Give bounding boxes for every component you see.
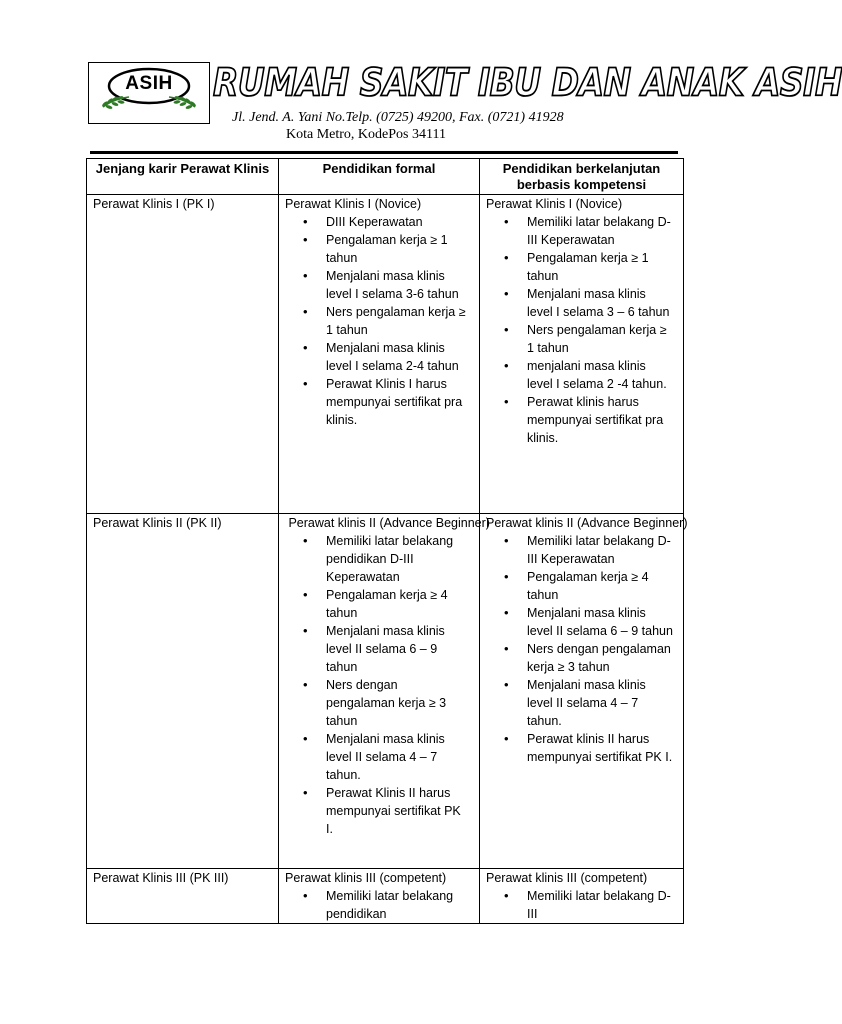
career-level-cell: Perawat Klinis I (PK I) (87, 195, 279, 514)
list-item: • Memiliki latar belakang D-III (527, 887, 677, 923)
address-line-2: Kota Metro, KodePos 34111 (286, 127, 446, 142)
requirement-list (285, 887, 473, 923)
list-item: • Menjalani masa klinis level I selama 2-4 tahun (326, 339, 473, 375)
list-item: • Ners pengalaman kerja ≥ 1 tahun (527, 321, 677, 357)
list-item: • Perawat klinis harus mempunyai sertifikat pra klinis. (527, 393, 677, 447)
list-item: • menjalani masa klinis level I selama 2 -4 tahun. (527, 357, 677, 393)
career-level-cell: Perawat Klinis III (PK III) (87, 869, 279, 924)
requirement-list (285, 532, 473, 838)
list-item: • Menjalani masa klinis level I selama 3-6 tahun (326, 267, 473, 303)
cell-title: Perawat klinis III (competent) (285, 871, 447, 885)
formal-education-cell (279, 869, 480, 924)
career-level-table (86, 158, 688, 924)
header-career-level: Jenjang karir Perawat Klinis (87, 159, 279, 195)
list-item: • Perawat Klinis II harus mempunyai sertifikat PK I. (326, 784, 473, 838)
list-item: • DIII Keperawatan (326, 213, 473, 231)
address-line-1: Jl. Jend. A. Yani No.Telp. (0725) 49200, Fax. (0721) 41928 (232, 110, 564, 125)
list-item: • Menjalani masa klinis level II selama 6 – 9 tahun (326, 622, 473, 676)
formal-education-cell (279, 514, 490, 869)
list-item: • Perawat Klinis I harus mempunyai sertifikat pra klinis. (326, 375, 473, 429)
list-item: • Pengalaman kerja ≥ 4 tahun (326, 586, 473, 622)
list-item: • Menjalani masa klinis level II selama 4 – 7 tahun. (527, 676, 677, 730)
list-item: • Ners pengalaman kerja ≥ 1 tahun (326, 303, 473, 339)
list-item: • Pengalaman kerja ≥ 1 tahun (527, 249, 677, 285)
cell-title: Perawat Klinis I (Novice) (486, 197, 623, 211)
list-item: • Pengalaman kerja ≥ 4 tahun (527, 568, 677, 604)
list-item: • Menjalani masa klinis level II selama 6 – 9 tahun (527, 604, 677, 640)
table-header-row (87, 159, 684, 195)
logo-text: ASIH (125, 73, 173, 94)
requirement-list (486, 213, 677, 447)
list-item: • Menjalani masa klinis level II selama 4 – 7 tahun. (326, 730, 473, 784)
header-continuing-education: Pendidikan berkelanjutan berbasis kompetensi (480, 159, 684, 195)
letterhead-divider (90, 151, 678, 154)
list-item: • Memiliki latar belakang pendidikan (326, 887, 473, 923)
header-formal-education: Pendidikan formal (279, 159, 480, 195)
list-item: • Memiliki latar belakang D-III Keperawatan (527, 213, 677, 249)
continuing-education-cell (480, 869, 684, 924)
list-item: • Pengalaman kerja ≥ 1 tahun (326, 231, 473, 267)
formal-education-cell (279, 195, 480, 514)
list-item: • Memiliki latar belakang pendidikan D-III Keperawatan (326, 532, 473, 586)
hospital-name: RUMAH SAKIT IBU DAN ANAK ASIH (213, 60, 842, 105)
cell-title: Perawat Klinis I (Novice) (285, 197, 422, 211)
cell-title: Perawat klinis II (Advance Beginner) (486, 516, 688, 530)
requirement-list (486, 532, 677, 766)
list-item: • Ners dengan pengalaman kerja ≥ 3 tahun (527, 640, 677, 676)
list-item: • Perawat klinis II harus mempunyai sertifikat PK I. (527, 730, 677, 766)
continuing-education-cell (480, 514, 688, 869)
hospital-logo (88, 62, 210, 124)
cell-title: Perawat klinis III (competent) (486, 871, 648, 885)
table-row (87, 514, 684, 869)
requirement-list (285, 213, 473, 429)
cell-title: Perawat klinis II (Advance Beginner) (285, 516, 490, 530)
career-level-cell: Perawat Klinis II (PK II) (87, 514, 279, 869)
list-item: • Ners dengan pengalaman kerja ≥ 3 tahun (326, 676, 473, 730)
requirement-list (486, 887, 677, 923)
list-item: • Memiliki latar belakang D-III Keperawatan (527, 532, 677, 568)
continuing-education-cell (480, 195, 684, 514)
table-row (87, 869, 684, 924)
table-row (87, 195, 684, 514)
list-item: • Menjalani masa klinis level I selama 3 – 6 tahun (527, 285, 677, 321)
